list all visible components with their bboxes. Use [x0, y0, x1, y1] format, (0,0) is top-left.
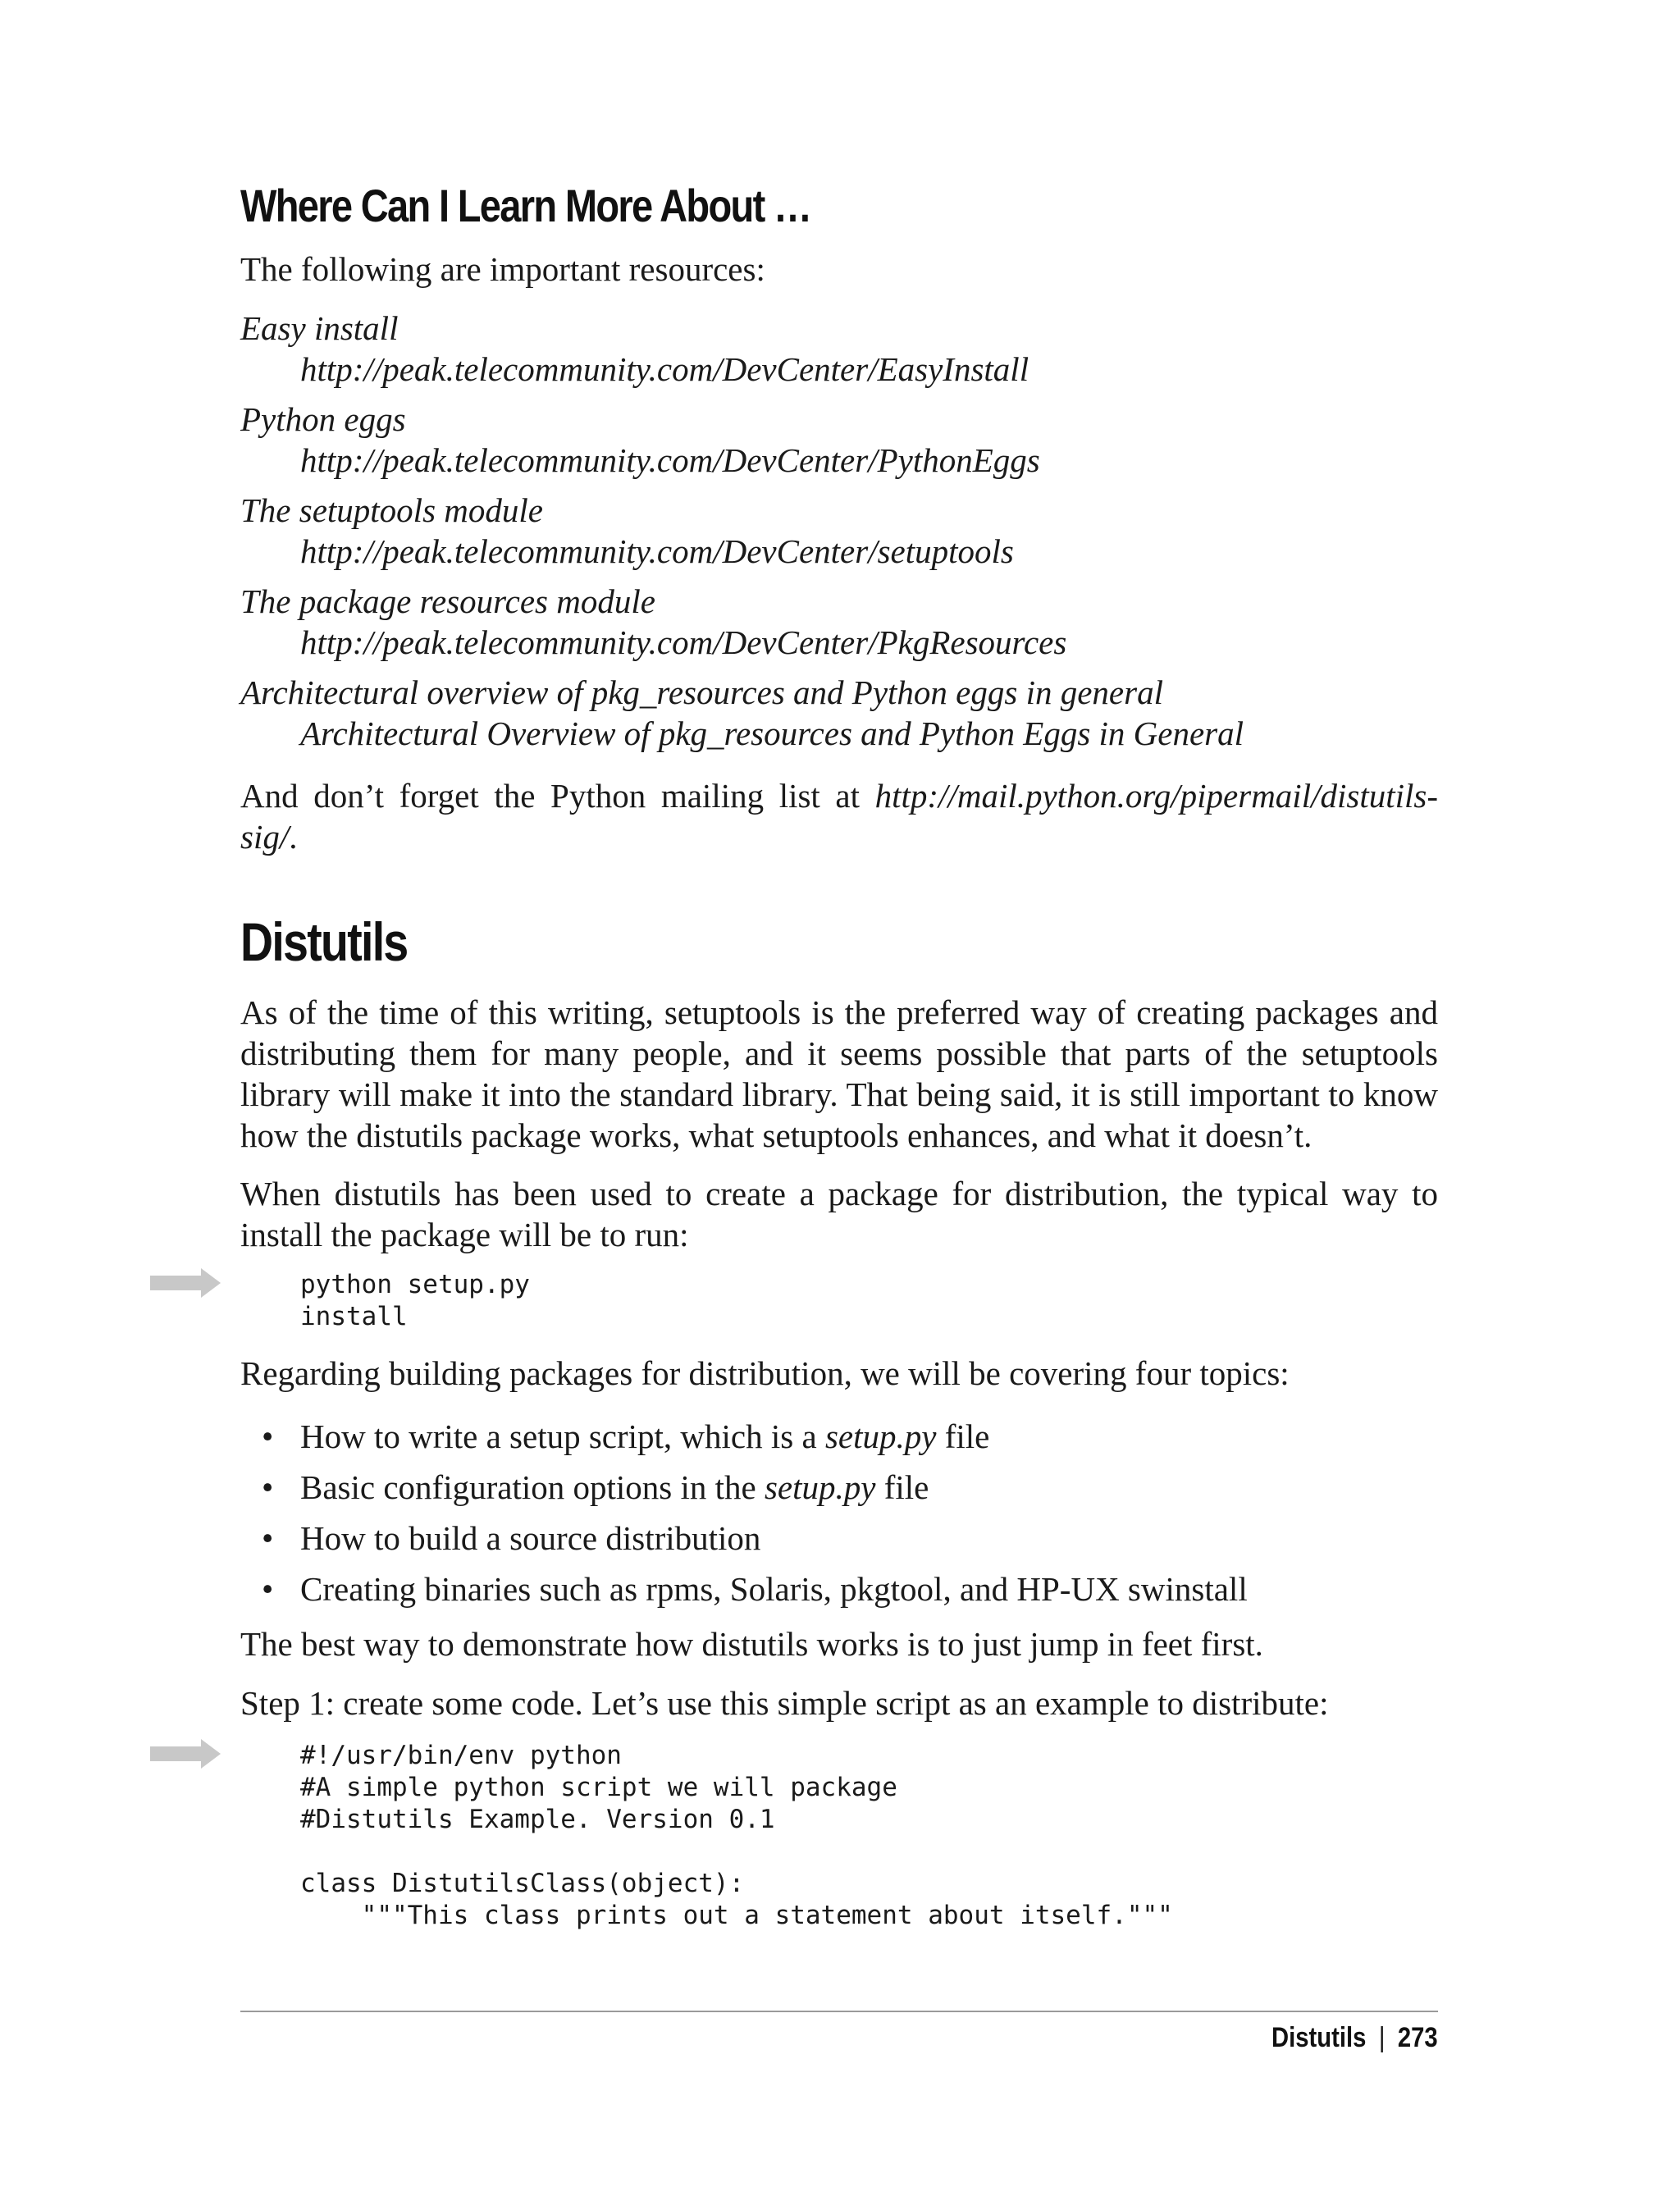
code-block-install: python setup.py install — [300, 1270, 530, 1331]
list-item-text: Basic configuration options in the — [300, 1468, 765, 1506]
list-item — [240, 1411, 1248, 1462]
bullet-marker: • — [262, 1468, 274, 1506]
footer-section-name: Distutils — [1271, 2022, 1367, 2053]
code-arrow-icon — [150, 1268, 221, 1298]
list-item-text: How to write a setup script, which is a — [300, 1418, 825, 1455]
list-item-text: Creating binaries such as rpms, Solaris, pkgtool, and HP-UX swinstall — [300, 1570, 1248, 1608]
code-block-script: #!/usr/bin/env python #A simple python script we will package #Distutils Example. Version 0.1 class DistutilsClass(object): """This class prints out a statement about itself.""" — [300, 1741, 1173, 1930]
resource-term-easy-install: Easy install — [240, 309, 399, 347]
page-footer — [1271, 2020, 1438, 2056]
resource-link-python-eggs[interactable]: http://peak.telecommunity.com/DevCenter/PythonEggs — [300, 441, 1040, 479]
list-item-text: file — [875, 1468, 929, 1506]
resources-intro: The following are important resources: — [240, 250, 765, 288]
distutils-intro-paragraph: As of the time of this writing, setuptools is the preferred way of creating packages and distributing them for many people, and it seems possible that parts of the setuptools library will make it into the standard library. That being said, it is still important to know how the distutils package works, what setuptools enhances, and what it doesn’t. — [240, 993, 1438, 1154]
step1-paragraph: Step 1: create some code. Let’s use this simple script as an example to distribute: — [240, 1684, 1329, 1722]
resource-link-easy-install[interactable]: http://peak.telecommunity.com/DevCenter/EasyInstall — [300, 350, 1029, 388]
code-arrow-icon — [150, 1739, 221, 1769]
topics-paragraph: Regarding building packages for distribution, we will be covering four topics: — [240, 1354, 1290, 1392]
filename-setup-py: setup.py — [824, 1418, 937, 1455]
bullet-marker: • — [262, 1418, 274, 1455]
resource-link-pkg-resources[interactable]: http://peak.telecommunity.com/DevCenter/PkgResources — [300, 623, 1067, 661]
section-heading-learn-more: Where Can I Learn More About … — [240, 180, 811, 231]
filename-setup-py: setup.py — [764, 1468, 876, 1506]
section-heading-distutils: Distutils — [240, 911, 408, 972]
footer-rule — [240, 2011, 1438, 2012]
bullet-marker: • — [262, 1570, 274, 1608]
resource-link-architectural-overview[interactable]: Architectural Overview of pkg_resources and Python Eggs in General — [300, 714, 1244, 752]
demonstrate-paragraph: The best way to demonstrate how distutils works is to just jump in feet first. — [240, 1625, 1263, 1663]
resource-term-pkg-resources: The package resources module — [240, 582, 655, 620]
mailing-list-period: . — [289, 818, 298, 856]
list-item-text: file — [936, 1418, 990, 1455]
resource-term-setuptools: The setuptools module — [240, 491, 543, 529]
list-item — [240, 1564, 1248, 1614]
resource-link-setuptools[interactable]: http://peak.telecommunity.com/DevCenter/setuptools — [300, 532, 1014, 570]
resource-term-architectural-overview: Architectural overview of pkg_resources and Python eggs in general — [240, 673, 1163, 711]
list-item-text: How to build a source distribution — [300, 1519, 761, 1557]
list-item — [240, 1462, 1248, 1513]
mailing-list-link[interactable]: http://mail.python.org/pipermail/distutils-sig/ — [240, 777, 1438, 856]
list-item — [240, 1513, 1248, 1564]
bullet-marker: • — [262, 1519, 274, 1557]
resource-list — [240, 308, 1438, 754]
mailing-list-text: And don’t forget the Python mailing list at — [240, 777, 875, 815]
install-paragraph: When distutils has been used to create a package for distribution, the typical way to install the package will be to run: — [240, 1175, 1438, 1253]
mailing-list-paragraph — [240, 775, 1438, 857]
footer-separator: | — [1379, 2022, 1386, 2053]
page-number: 273 — [1398, 2022, 1438, 2053]
resource-term-python-eggs: Python eggs — [240, 400, 406, 438]
topics-list — [240, 1411, 1248, 1614]
